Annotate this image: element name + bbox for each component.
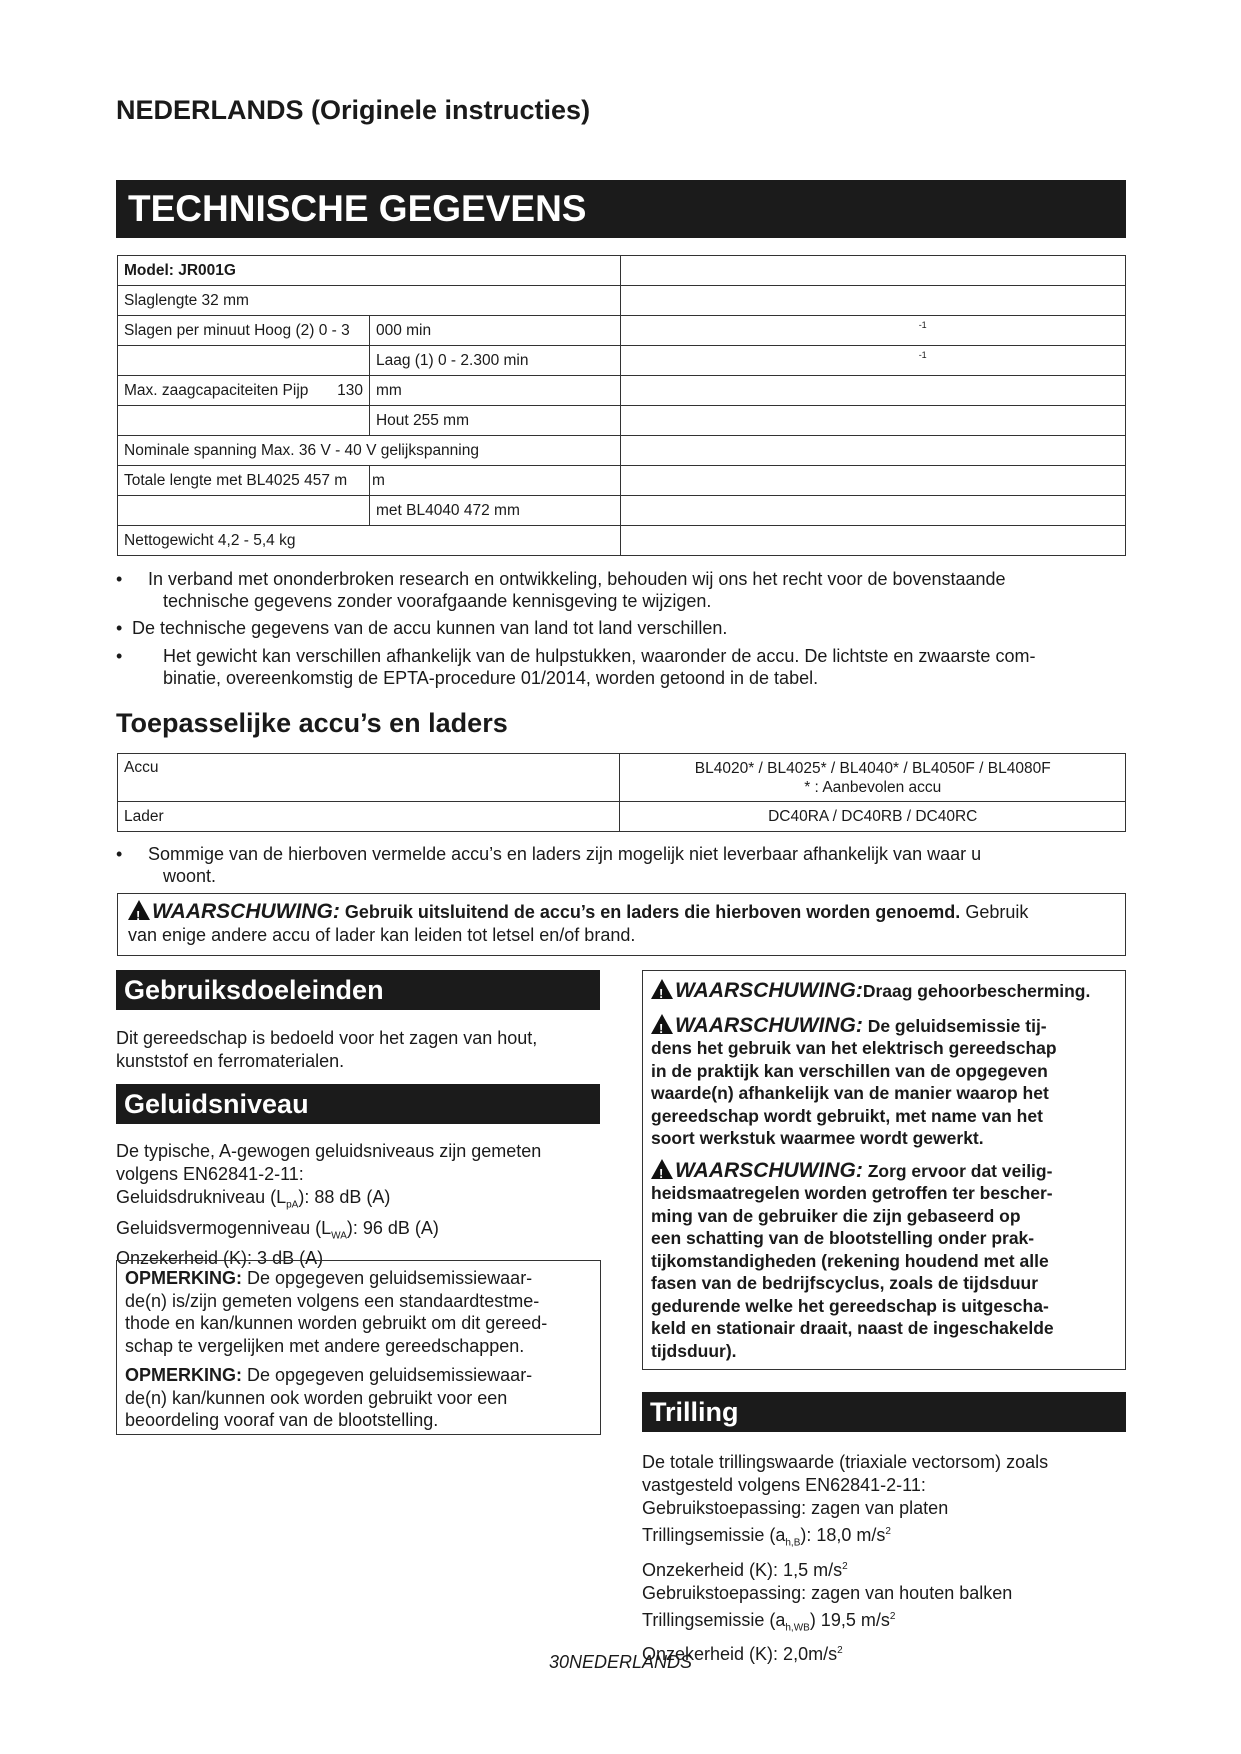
superscript: 2	[885, 1526, 891, 1537]
vibration-emission-panels	[642, 1520, 1126, 1555]
accu-label: Accu	[118, 754, 620, 802]
spm-low-unit-cell	[620, 346, 1125, 376]
table-row	[118, 406, 1126, 436]
table-row	[118, 496, 1126, 526]
subscript: h,WB	[785, 1622, 810, 1634]
vibration-values	[642, 1451, 1126, 1666]
note-1-c: thode en kan/kunnen worden gebruikt om dit gereed-	[125, 1313, 548, 1333]
noise-warnings-box	[642, 970, 1126, 1370]
note-1-a: De opgegeven geluidsemissiewaar-	[247, 1268, 533, 1288]
warning-icon	[651, 1159, 673, 1179]
empty-cell	[620, 436, 1125, 466]
subscript: WA	[331, 1230, 347, 1242]
sound-power-label: Geluidsvermogenniveau (L	[116, 1217, 332, 1238]
accu-value-cell	[620, 754, 1126, 802]
emission-line: waarde(n) afhankelijk van de manier waarop het	[651, 1083, 1049, 1103]
note-2-a: De opgegeven geluidsemissiewaar-	[247, 1365, 533, 1385]
table-row	[118, 256, 1126, 286]
battery-warning-line-a	[128, 900, 1115, 924]
uncertainty-value: Onzekerheid (K): 2,0m/s	[642, 1644, 838, 1665]
intended-use-line-a: Dit gereedschap is bedoeld voor het zagen van hout,	[116, 1028, 538, 1048]
note-2-text: De technische gegevens van de accu kunnen van land tot land verschillen.	[132, 618, 728, 638]
model-cell: Model: JR001G	[118, 256, 621, 286]
table-row	[118, 286, 1126, 316]
warning-text-b: van enige andere accu of lader kan leiden tot letsel en/of brand.	[128, 925, 636, 945]
warning-icon	[651, 1014, 673, 1034]
empty-cell	[620, 496, 1125, 526]
sound-pressure-label: Geluidsdrukniveau (L	[116, 1187, 287, 1207]
vibration-emission-beams	[642, 1605, 1126, 1640]
table-row	[118, 376, 1126, 406]
noise-heading: Geluidsniveau	[116, 1084, 600, 1124]
empty-cell	[118, 406, 370, 436]
capacity-pipe-unit: mm	[369, 376, 620, 406]
safety-line: keld en stationair draait, naast de ingeschakelde	[651, 1318, 1054, 1338]
note-2: • De technische gegevens van de accu kunnen van land tot land verschillen.	[116, 617, 1116, 639]
batteries-table	[117, 753, 1126, 832]
specifications-heading: TECHNISCHE GEGEVENS	[116, 180, 1126, 238]
note-1-block	[125, 1267, 592, 1357]
empty-cell	[620, 256, 1125, 286]
specifications-table	[117, 255, 1126, 556]
emission-line: in de praktijk kan verschillen van de opgegeven	[651, 1060, 1048, 1081]
spm-high-unit-cell	[620, 316, 1125, 346]
noise-uncertainty: Onzekerheid (K): 3 dB (A)	[116, 1248, 324, 1269]
note-2-c: beoordeling vooraf van de blootstelling.	[125, 1410, 439, 1430]
table-row	[118, 346, 1126, 376]
table-row	[118, 466, 1126, 496]
spm-high-value: 000 min	[369, 316, 620, 346]
spm-high-label: Slagen per minuut Hoog (2) 0 - 3	[118, 316, 370, 346]
availability-line-a: Sommige van de hierboven vermelde accu’s en laders zijn mogelijk niet leverbaar afhankelijk van waar u	[148, 844, 982, 864]
table-row	[118, 802, 1126, 832]
weight-cell: Nettogewicht 4,2 - 5,4 kg	[118, 526, 621, 556]
safety-line: heidsmaatregelen worden getroffen ter bescher-	[651, 1183, 1053, 1203]
table-row	[118, 754, 1126, 802]
availability-note: • Sommige van de hierboven vermelde accu’s en laders zijn mogelijk niet leverbaar afhankelijk van waar u woont.	[116, 843, 1116, 887]
stroke-cell: Slaglengte 32 mm	[118, 286, 621, 316]
empty-cell	[620, 526, 1125, 556]
safety-line: tijkomstandigheden (rekening houdend met alle	[651, 1250, 1049, 1271]
note-2-b: de(n) kan/kunnen ook worden gebruikt voor een	[125, 1387, 508, 1408]
safety-line: fasen van de bedrijfscyclus, zoals de tijdsduur	[651, 1273, 1039, 1293]
spm-low-value: Laag (1) 0 - 2.300 min	[369, 346, 620, 376]
emission-value: ): 18,0 m/s	[800, 1525, 886, 1545]
sound-pressure-level	[116, 1186, 600, 1217]
intended-use-text	[116, 1027, 600, 1073]
empty-cell	[620, 286, 1125, 316]
warning-word: WAARSCHUWING:	[675, 979, 863, 1002]
emission-line: soort werkstuk waarmee wordt gewerkt.	[651, 1128, 984, 1148]
warning-text-a: Gebruik	[965, 902, 1029, 922]
application-beams: Gebruikstoepassing: zagen van houten balken	[642, 1582, 1013, 1603]
noise-line-2: volgens EN62841-2-11:	[116, 1164, 304, 1184]
note-3-line-a: Het gewicht kan verschillen afhankelijk van de hulpstukken, waaronder de accu. De lichtste en zwaarste com-	[163, 646, 1036, 666]
emission-value: ) 19,5 m/s	[809, 1609, 890, 1630]
safety-warning	[651, 1159, 1117, 1363]
emission-label: Trillingsemissie (a	[642, 1609, 786, 1630]
subscript: h,B	[785, 1537, 801, 1549]
warning-word: WAARSCHUWING:	[152, 900, 340, 923]
empty-cell	[118, 496, 370, 526]
superscript: 2	[842, 1560, 848, 1572]
empty-cell	[620, 406, 1125, 436]
emission-warning-a: De geluidsemissie tij-	[867, 1015, 1047, 1036]
table-row	[118, 526, 1126, 556]
note-label: OPMERKING:	[125, 1365, 242, 1385]
table-row	[118, 436, 1126, 466]
emission-label: Trillingsemissie (a	[642, 1525, 786, 1545]
accu-value: BL4020* / BL4025* / BL4040* / BL4050F / BL4080F	[694, 759, 1051, 777]
note-3-line-b: binatie, overeenkomstig de EPTA-procedure 01/2014, worden getoond in de tabel.	[163, 668, 819, 688]
exponent: -1	[918, 350, 927, 360]
vibration-line-1: De totale trillingswaarde (triaxiale vectorsom) zoals	[642, 1452, 1049, 1472]
noise-line-1: De typische, A-gewogen geluidsniveaus zijn gemeten	[116, 1141, 542, 1161]
empty-cell	[620, 376, 1125, 406]
hearing-warning	[651, 979, 1117, 1003]
accu-note: * : Aanbevolen accu	[804, 778, 942, 796]
table-row	[118, 316, 1126, 346]
emission-line: dens het gebruik van het elektrisch gereedschap	[651, 1038, 1057, 1058]
voltage-cell: Nominale spanning Max. 36 V - 40 V gelijkspanning	[118, 436, 621, 466]
page-footer: 30NEDERLANDS	[548, 1652, 693, 1672]
safety-line: tijdsduur).	[651, 1340, 737, 1361]
safety-warning-a: Zorg ervoor dat veilig-	[867, 1160, 1053, 1181]
intended-use-line-b: kunststof en ferromaterialen.	[116, 1051, 345, 1071]
empty-cell	[118, 346, 370, 376]
vibration-heading: Trilling	[642, 1392, 1126, 1432]
superscript: 2	[889, 1610, 896, 1622]
noise-note-box	[116, 1260, 601, 1435]
safety-line: een schatting van de blootstelling onder prak-	[651, 1228, 1035, 1248]
availability-line-b: woont.	[163, 866, 217, 886]
application-panels: Gebruikstoepassing: zagen van platen	[642, 1498, 949, 1518]
charger-label: Lader	[118, 802, 620, 832]
capacity-pipe-number: 130	[337, 381, 363, 399]
warning-word: WAARSCHUWING:	[675, 1013, 863, 1037]
vibration-line-2: vastgesteld volgens EN62841-2-11:	[642, 1475, 926, 1495]
noise-values	[116, 1140, 600, 1270]
emission-warning	[651, 1014, 1117, 1150]
uncertainty-value: Onzekerheid (K): 1,5 m/s	[642, 1559, 843, 1580]
capacity-pipe-label: Max. zaagcapaciteiten Pijp	[124, 381, 309, 399]
capacity-label	[118, 376, 370, 406]
length-b-value: met BL4040 472 mm	[369, 496, 620, 526]
sound-pressure-value: ): 88 dB (A)	[298, 1187, 391, 1207]
note-label: OPMERKING:	[125, 1268, 242, 1288]
safety-line: ming van de gebruiker die zijn gebaseerd op	[651, 1205, 1021, 1226]
length-label: Totale lengte met BL4025 457 m	[118, 466, 370, 496]
language-title: NEDERLANDS (Originele instructies)	[116, 95, 591, 125]
note-1-d: schap te vergelijken met andere gereedschappen.	[125, 1335, 525, 1356]
note-1-line-a: In verband met ononderbroken research en ontwikkeling, behouden wij ons het recht voor de bovenstaande	[148, 569, 1006, 589]
sound-power-value: ): 96 dB (A)	[346, 1217, 439, 1238]
exponent: -1	[918, 320, 927, 330]
warning-bold-text: Gebruik uitsluitend de accu’s en laders die hierboven worden genoemd.	[344, 902, 961, 922]
note-2-block	[125, 1364, 592, 1432]
hearing-warning-text: Draag gehoorbescherming.	[862, 981, 1091, 1001]
subscript: pA	[286, 1199, 299, 1211]
superscript: 2	[837, 1645, 843, 1657]
note-1-b: de(n) is/zijn gemeten volgens een standaardtestme-	[125, 1290, 540, 1311]
charger-value: DC40RA / DC40RB / DC40RC	[620, 802, 1126, 832]
note-1: • In verband met ononderbroken research en ontwikkeling, behouden wij ons het recht voor de bovenstaande technische gegevens zonder voorafgaande kennisgeving te wijzigen.	[116, 568, 1116, 612]
empty-cell	[620, 466, 1125, 496]
capacity-wood-value: Hout 255 mm	[369, 406, 620, 436]
battery-warning-box	[117, 893, 1126, 956]
warning-word: WAARSCHUWING:	[675, 1158, 863, 1182]
length-unit: m	[369, 466, 620, 496]
warning-icon	[651, 979, 673, 999]
batteries-heading: Toepasselijke accu’s en laders	[116, 708, 508, 738]
emission-line: gereedschap wordt gebruikt, met name van het	[651, 1105, 1043, 1126]
note-3: • Het gewicht kan verschillen afhankelijk van de hulpstukken, waaronder de accu. De lichtste en zwaarste com- binatie, overeenkomstig de EPTA-procedure 01/2014, worden getoond in de tabel.	[116, 645, 1126, 689]
note-1-line-b: technische gegevens zonder voorafgaande kennisgeving te wijzigen.	[163, 591, 712, 611]
uncertainty-panels	[642, 1555, 1126, 1582]
warning-icon	[128, 900, 150, 920]
intended-use-heading: Gebruiksdoeleinden	[116, 970, 600, 1010]
safety-line: gedurende welke het gereedschap is uitgescha-	[651, 1295, 1049, 1316]
sound-power-level	[116, 1217, 600, 1248]
